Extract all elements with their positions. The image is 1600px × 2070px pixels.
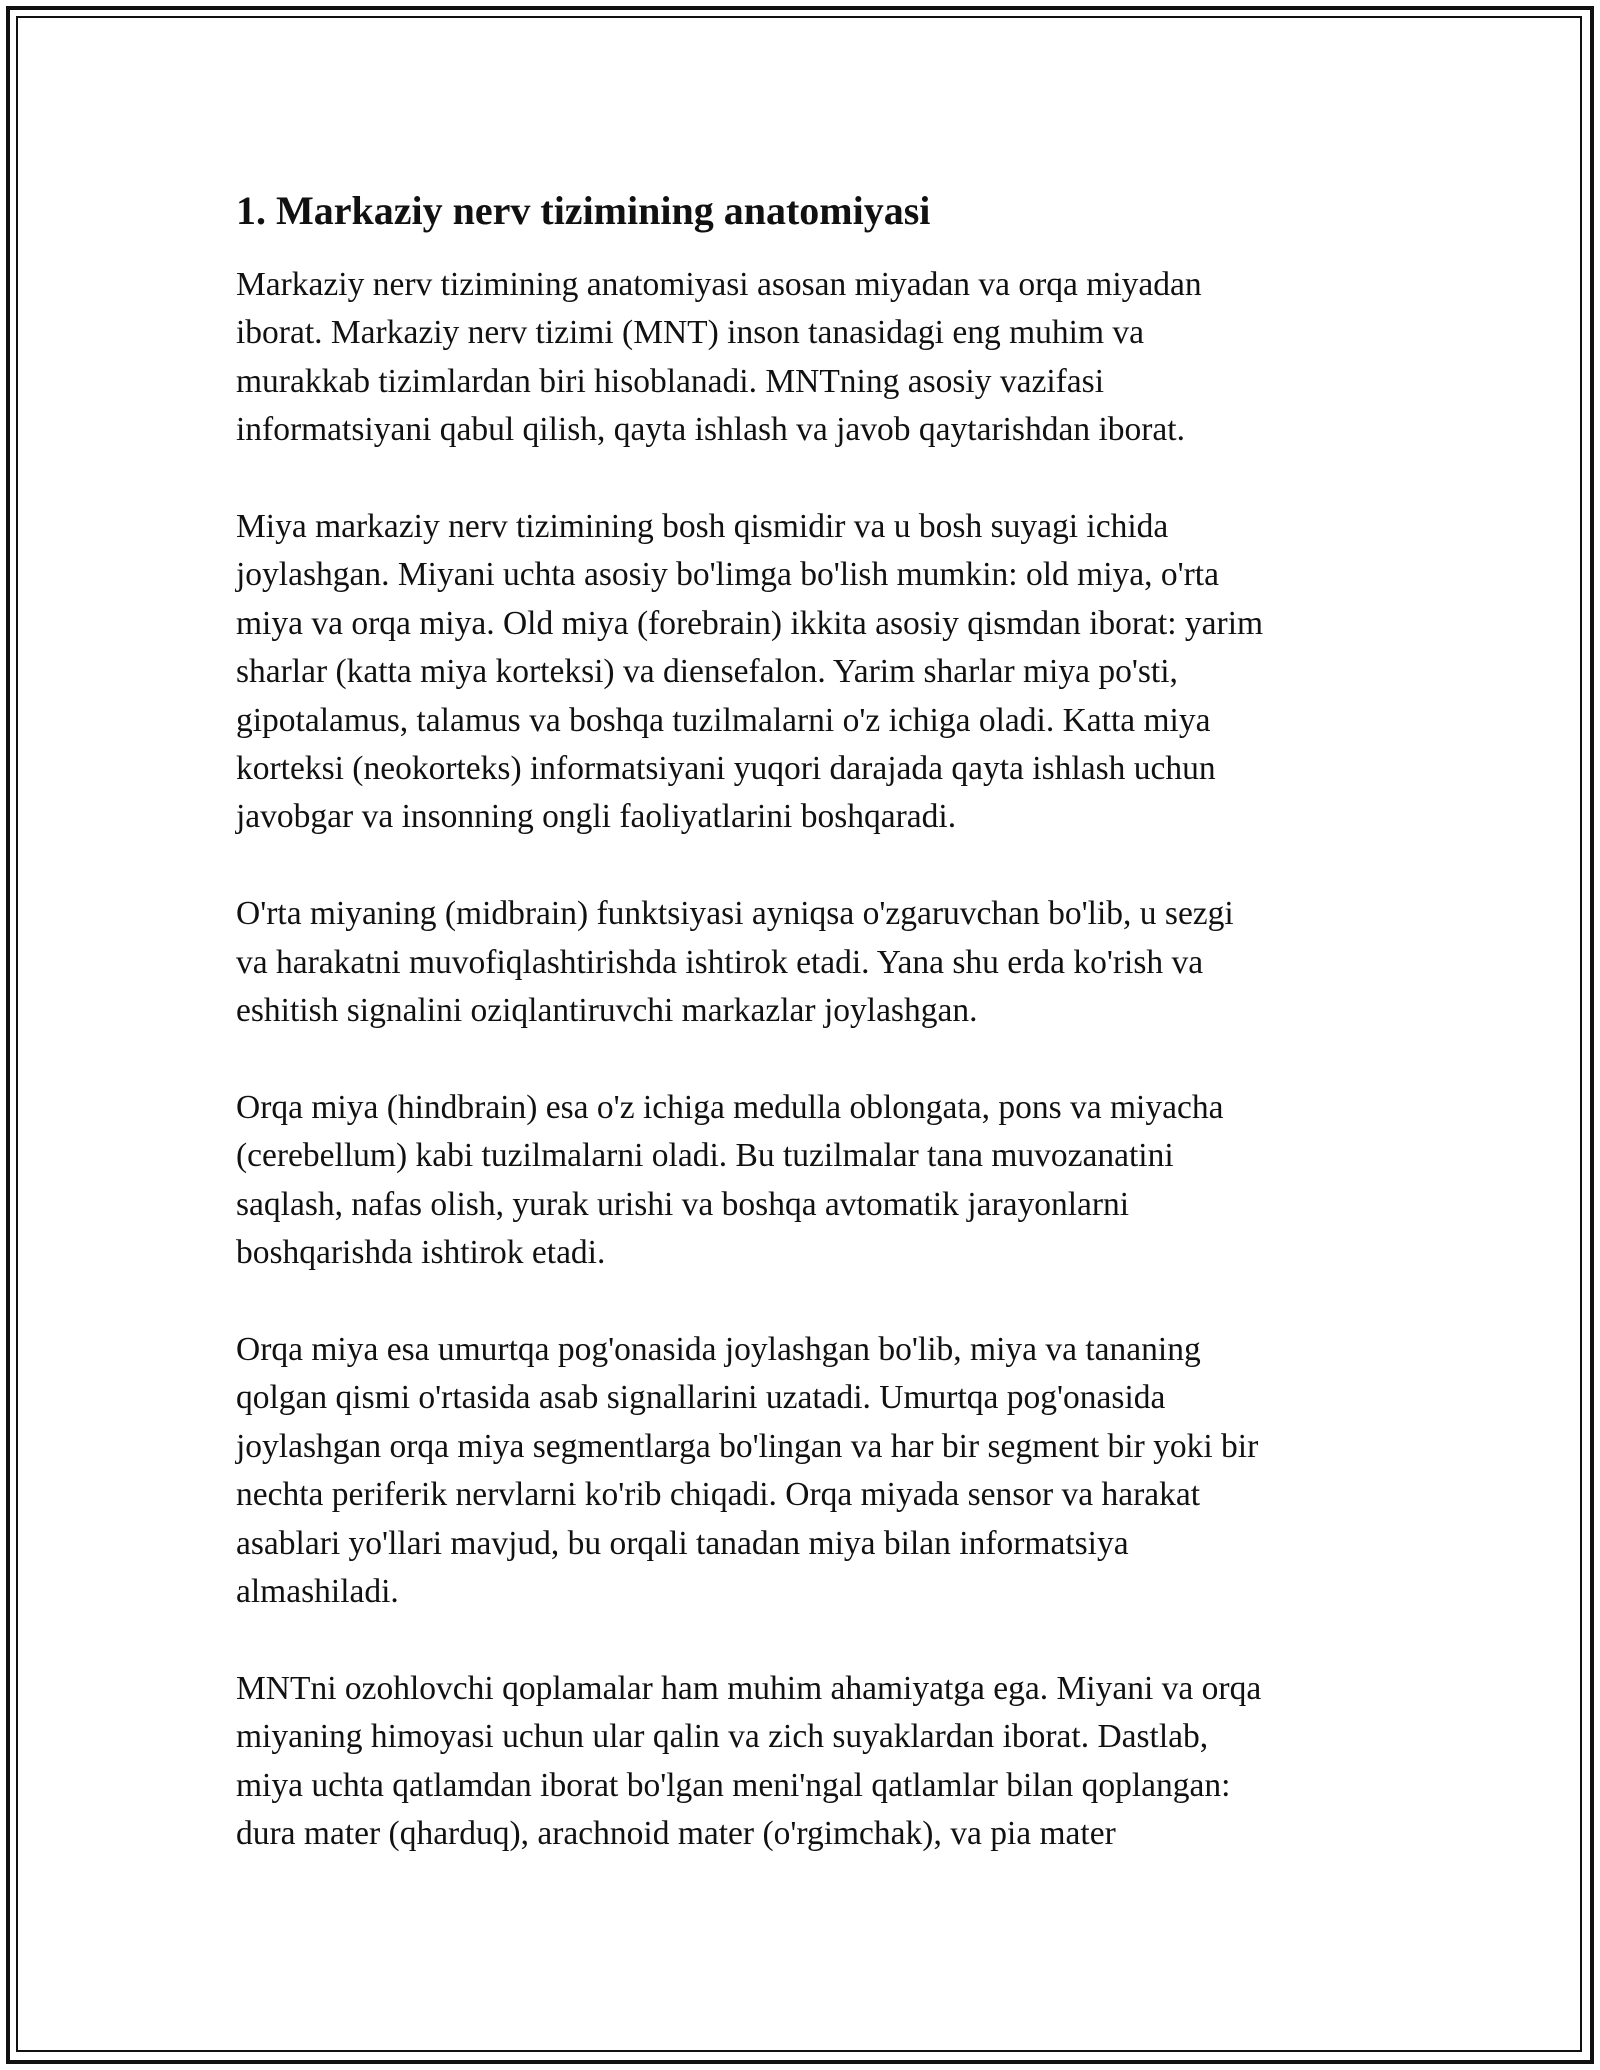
text-line: eshitish signalini oziqlantiruvchi markazlar joylashgan.: [236, 992, 978, 1030]
text-line: murakkab tizimlardan biri hisoblanadi. MNTning asosiy vazifasi: [236, 362, 1105, 400]
text-line: javobgar va insonning ongli faoliyatlarini boshqaradi.: [236, 798, 957, 836]
section-heading: 1. Markaziy nerv tizimining anatomiyasi: [236, 188, 931, 233]
text-line: saqlash, nafas olish, yurak urishi va boshqa avtomatik jarayonlarni: [236, 1185, 1130, 1223]
text-line: korteksi (neokorteks) informatsiyani yuqori darajada qayta ishlash uchun: [236, 750, 1216, 788]
text-line: MNTni ozohlovchi qoplamalar ham muhim ahamiyatga ega. Miyani va orqa: [236, 1669, 1262, 1707]
text-line: Markaziy nerv tizimining anatomiyasi asosan miyadan va orqa miyadan: [236, 266, 1202, 303]
text-line: gipotalamus, talamus va boshqa tuzilmalarni o'z ichiga oladi. Katta miya: [236, 701, 1211, 739]
text-line: Orqa miya (hindbrain) esa o'z ichiga medulla oblongata, pons va miyacha: [236, 1088, 1224, 1126]
text-line: nechta periferik nervlarni ko'rib chiqadi. Orqa miyada sensor va harakat: [236, 1476, 1201, 1514]
text-line: sharlar (katta miya korteksi) va diensefalon. Yarim sharlar miya po'sti,: [236, 653, 1178, 691]
text-line: almashiladi.: [236, 1572, 399, 1610]
paragraph-1: [236, 261, 1386, 455]
paragraph-6: [236, 1665, 1386, 1859]
text-line: joylashgan. Miyani uchta asosiy bo'limga bo'lish mumkin: old miya, o'rta: [236, 556, 1219, 594]
text-line: joylashgan orqa miya segmentlarga bo'lingan va har bir segment bir yoki bir: [236, 1427, 1259, 1465]
text-line: asablari yo'llari mavjud, bu orqali tanadan miya bilan informatsiya: [236, 1524, 1129, 1562]
text-line: (cerebellum) kabi tuzilmalarni oladi. Bu tuzilmalar tana muvozanatini: [236, 1137, 1174, 1175]
text-line: miya uchta qatlamdan iborat bo'lgan meni'ngal qatlamlar bilan qoplangan:: [236, 1766, 1231, 1804]
paragraph-5: [236, 1326, 1386, 1616]
paragraph-3: [236, 890, 1386, 1035]
text-line: boshqarishda ishtirok etadi.: [236, 1234, 606, 1272]
document-body: [236, 185, 1386, 1907]
text-line: qolgan qismi o'rtasida asab signallarini uzatadi. Umurtqa pog'onasida: [236, 1379, 1166, 1417]
paragraph-2: [236, 503, 1386, 842]
text-line: O'rta miyaning (midbrain) funktsiyasi ayniqsa o'zgaruvchan bo'lib, u sezgi: [236, 895, 1234, 933]
text-line: va harakatni muvofiqlashtirishda ishtirok etadi. Yana shu erda ko'rish va: [236, 943, 1204, 981]
text-line: informatsiyani qabul qilish, qayta ishlash va javob qaytarishdan iborat.: [236, 411, 1185, 449]
text-line: iborat. Markaziy nerv tizimi (MNT) inson tanasidagi eng muhim va: [236, 314, 1145, 352]
text-line: miyaning himoyasi uchun ular qalin va zich suyaklardan iborat. Dastlab,: [236, 1718, 1209, 1756]
text-line: miya va orqa miya. Old miya (forebrain) ikkita asosiy qismdan iborat: yarim: [236, 604, 1264, 642]
text-line: Orqa miya esa umurtqa pog'onasida joylashgan bo'lib, miya va tananing: [236, 1330, 1201, 1368]
text-line: dura mater (qharduq), arachnoid mater (o'rgimchak), va pia mater: [236, 1814, 1116, 1852]
text-line: Miya markaziy nerv tizimining bosh qismidir va u bosh suyagi ichida: [236, 508, 1169, 546]
paragraph-4: [236, 1084, 1386, 1278]
